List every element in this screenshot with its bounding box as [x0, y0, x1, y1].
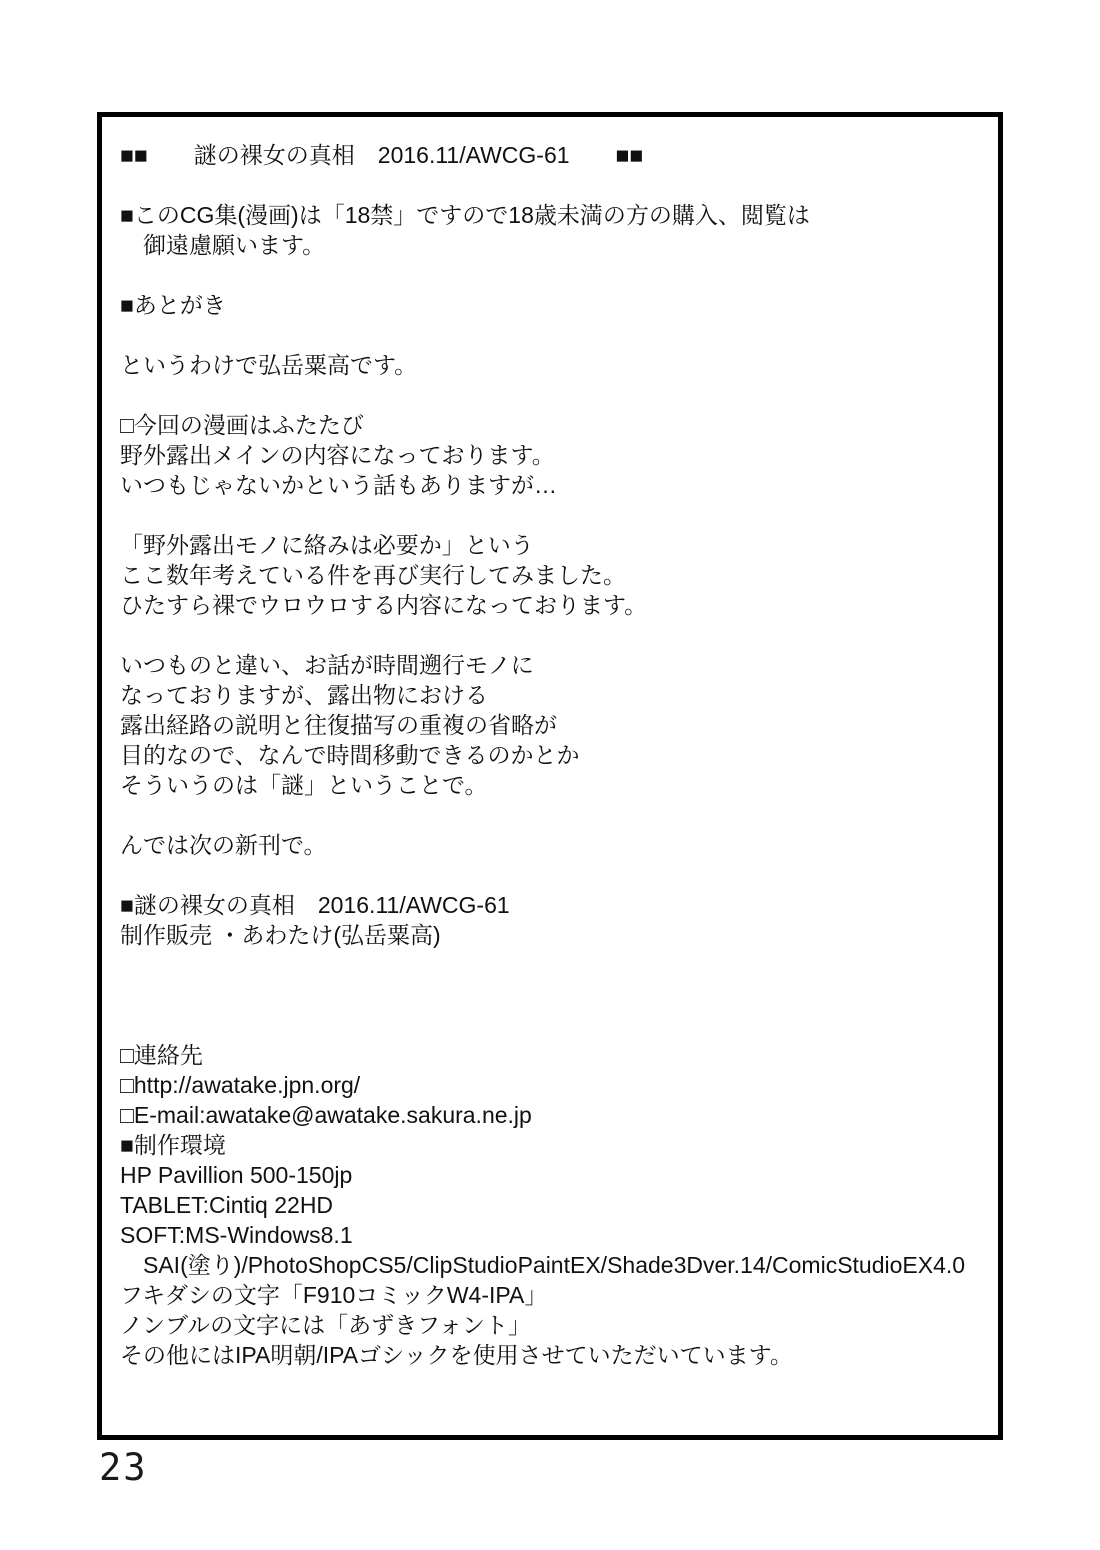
blank-line [120, 620, 988, 650]
blank-line [120, 500, 988, 530]
blank-line [120, 260, 988, 290]
text-line: TABLET:Cintiq 22HD [120, 1192, 334, 1218]
text-line: 野外露出メインの内容になっております。 [120, 442, 555, 468]
text-line: □http://awatake.jpn.org/ [120, 1072, 361, 1098]
text-line: その他にはIPA明朝/IPAゴシックを使用させていただいています。 [120, 1342, 793, 1368]
blank-line [120, 1010, 988, 1040]
text-line: □連絡先 [120, 1042, 203, 1068]
blank-line [120, 860, 988, 890]
blank-line [120, 800, 988, 830]
text-line: なっておりますが、露出物における [120, 682, 488, 708]
text-line: HP Pavillion 500-150jp [120, 1162, 353, 1188]
text-line: □今回の漫画はふたたび [120, 412, 364, 438]
text-line: んでは次の新刊で。 [120, 832, 327, 858]
text-line: ひたすら裸でウロウロする内容になっております。 [120, 592, 648, 618]
text-line: 露出経路の説明と往復描写の重複の省略が [120, 712, 557, 738]
text-line: ■このCG集(漫画)は「18禁」ですので18歳未満の方の購入、閲覧は [120, 202, 810, 228]
afterword-frame [97, 112, 1003, 1440]
text-line: 目的なので、なんで時間移動できるのかとか [120, 742, 580, 768]
text-line: いつもじゃないかという話もありますが… [120, 472, 557, 498]
blank-line [120, 170, 988, 200]
blank-line [120, 320, 988, 350]
text-line: 制作販売 ・あわたけ(弘岳粟高) [120, 922, 441, 948]
text-line: というわけで弘岳粟高です。 [120, 352, 418, 378]
blank-line [120, 980, 988, 1010]
blank-line [120, 950, 988, 980]
text-line: ノンブルの文字には「あずきフォント」 [120, 1312, 532, 1338]
page-number: 23 [99, 1446, 148, 1489]
text-line: ここ数年考えている件を再び実行してみました。 [120, 562, 626, 588]
text-line: SAI(塗り)/PhotoShopCS5/ClipStudioPaintEX/Shade3Dver.14/ComicStudioEX4.0 [120, 1252, 966, 1278]
blank-line [120, 380, 988, 410]
text-line: ■あとがき [120, 292, 226, 318]
text-line: そういうのは「謎」ということで。 [120, 772, 488, 798]
text-line: SOFT:MS-Windows8.1 [120, 1222, 353, 1248]
text-line: ■制作環境 [120, 1132, 226, 1158]
document-text [120, 140, 988, 1370]
text-line: □E-mail:awatake@awatake.sakura.ne.jp [120, 1102, 532, 1128]
text-line: いつものと違い、お話が時間遡行モノに [120, 652, 534, 678]
text-line: フキダシの文字「F910コミックW4-IPA」 [120, 1282, 548, 1308]
text-line: 「野外露出モノに絡みは必要か」という [120, 532, 534, 558]
text-line: ■謎の裸女の真相 2016.11/AWCG-61 [120, 892, 510, 918]
text-line: 御遠慮願います。 [120, 232, 326, 258]
text-line: ■■ 謎の裸女の真相 2016.11/AWCG-61 ■■ [120, 142, 644, 168]
